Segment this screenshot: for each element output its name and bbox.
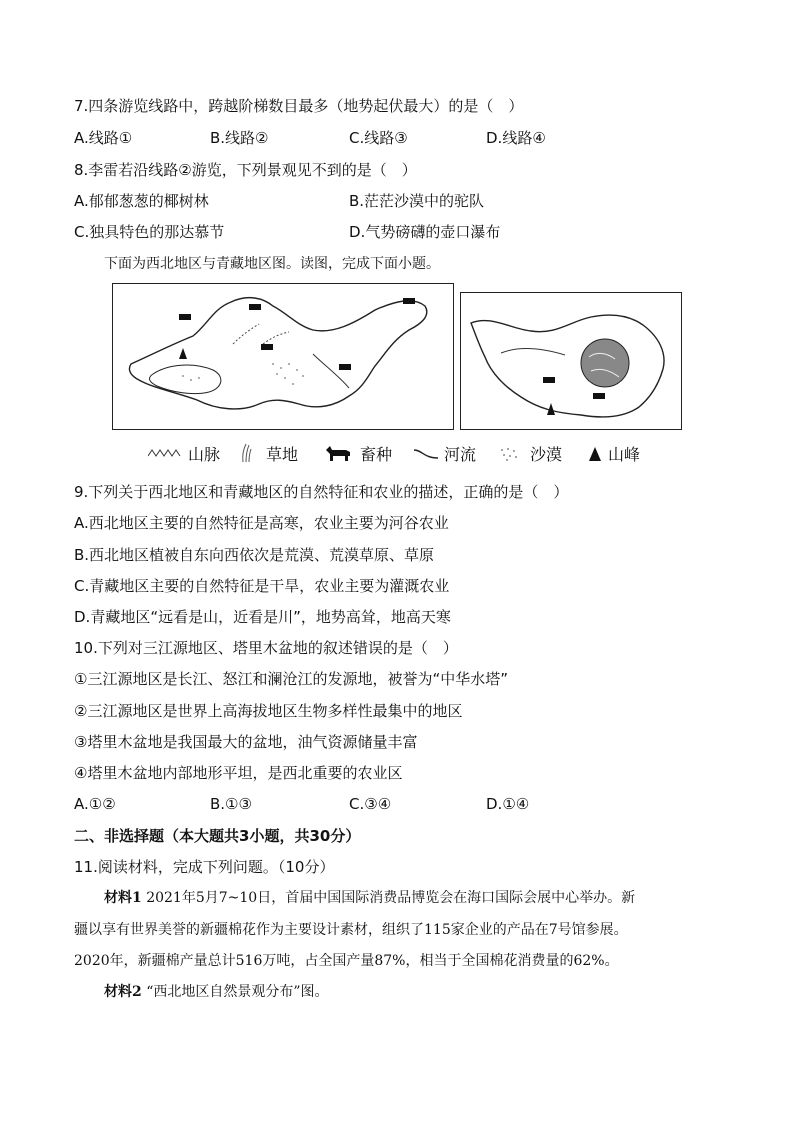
q7-option-c[interactable]: C.线路③: [349, 129, 408, 147]
river-symbol-icon: [412, 446, 440, 462]
peak-symbol-icon: [588, 446, 602, 462]
q10-option-a[interactable]: A.①②: [74, 795, 116, 813]
section-heading: 二、非选择题（本大题共3小题，共30分）: [74, 827, 361, 845]
q10-statement-1: ①三江源地区是长江、怒江和澜沧江的发源地，被誉为“中华水塔”: [74, 670, 508, 688]
livestock-symbol-icon: [324, 444, 354, 462]
q9-option-a[interactable]: A.西北地区主要的自然特征是高寒，农业主要为河谷农业: [74, 514, 449, 532]
q8-option-a[interactable]: A.郁郁葱葱的椰树林: [74, 192, 209, 210]
material-2-text: “西北地区自然景观分布”图。: [141, 984, 329, 1000]
q9-option-d[interactable]: D.青藏地区“远看是山，近看是川”，地势高耸，地高天寒: [74, 608, 451, 626]
material-2-line: [104, 982, 329, 1002]
q10-stem: 10.下列对三江源地区、塔里木盆地的叙述错误的是（ ）: [74, 639, 458, 657]
material-1-line-3: 2020年，新疆棉产量总计516万吨，占全国产量87%，相当于全国棉花消费量的62%。: [74, 953, 619, 969]
legend-river-label: 河流: [444, 445, 477, 464]
material-1-label: 材料1: [104, 890, 142, 906]
q10-statement-3: ③塔里木盆地是我国最大的盆地，油气资源储量丰富: [74, 733, 418, 751]
material-1-line-1: [104, 888, 635, 908]
northwest-map: [112, 283, 454, 430]
legend-grass-label: 草地: [266, 445, 299, 464]
legend-desert-label: 沙漠: [530, 445, 563, 464]
mountain-symbol-icon: [148, 448, 184, 458]
q9-option-c[interactable]: C.青藏地区主要的自然特征是干旱，农业主要为灌溉农业: [74, 577, 450, 595]
q7-option-d[interactable]: D.线路④: [486, 129, 546, 147]
q8-option-d[interactable]: D.气势磅礴的壶口瀑布: [349, 223, 501, 241]
material-1-line-2: 疆以享有世界美誉的新疆棉花作为主要设计素材，组织了115家企业的产品在7号馆参展。: [74, 922, 628, 938]
q8-option-b[interactable]: B.茫茫沙漠中的驼队: [349, 192, 485, 210]
legend-livestock-label: 畜种: [360, 445, 393, 464]
material-1-text: 2021年5月7~10日，首届中国国际消费品博览会在海口国际会展中心举办。新: [141, 890, 636, 906]
grass-symbol-icon: [240, 442, 252, 464]
q10-option-c[interactable]: C.③④: [349, 795, 392, 813]
q10-option-b[interactable]: B.①③: [210, 795, 252, 813]
qinghai-tibet-map: [460, 292, 682, 430]
q7-option-b[interactable]: B.线路②: [210, 129, 269, 147]
q10-option-d[interactable]: D.①④: [486, 795, 530, 813]
q7-stem: 7.四条游览线路中，跨越阶梯数目最多（地势起伏最大）的是（ ）: [74, 97, 524, 115]
q8-option-c[interactable]: C.独具特色的那达慕节: [74, 223, 225, 241]
q9-stem: 9.下列关于西北地区和青藏地区的自然特征和农业的描述，正确的是（ ）: [74, 483, 569, 501]
map-legend: [112, 438, 680, 470]
desert-symbol-icon: [498, 446, 520, 462]
material-2-label: 材料2: [104, 984, 142, 1000]
q11-stem: 11.阅读材料，完成下列问题。（10分）: [74, 858, 335, 876]
q9-option-b[interactable]: B.西北地区植被自东向西依次是荒漠、荒漠草原、草原: [74, 546, 435, 564]
legend-mountain-label: 山脉: [188, 445, 221, 464]
q10-statement-4: ④塔里木盆地内部地形平坦，是西北重要的农业区: [74, 764, 403, 782]
map-intro: 下面为西北地区与青藏地区图。读图，完成下面小题。: [104, 256, 440, 272]
q8-stem: 8.李雷若沿线路②游览，下列景观见不到的是（ ）: [74, 161, 417, 179]
legend-peak-label: 山峰: [608, 445, 641, 464]
q10-statement-2: ②三江源地区是世界上高海拔地区生物多样性最集中的地区: [74, 702, 463, 720]
q7-option-a[interactable]: A.线路①: [74, 129, 133, 147]
